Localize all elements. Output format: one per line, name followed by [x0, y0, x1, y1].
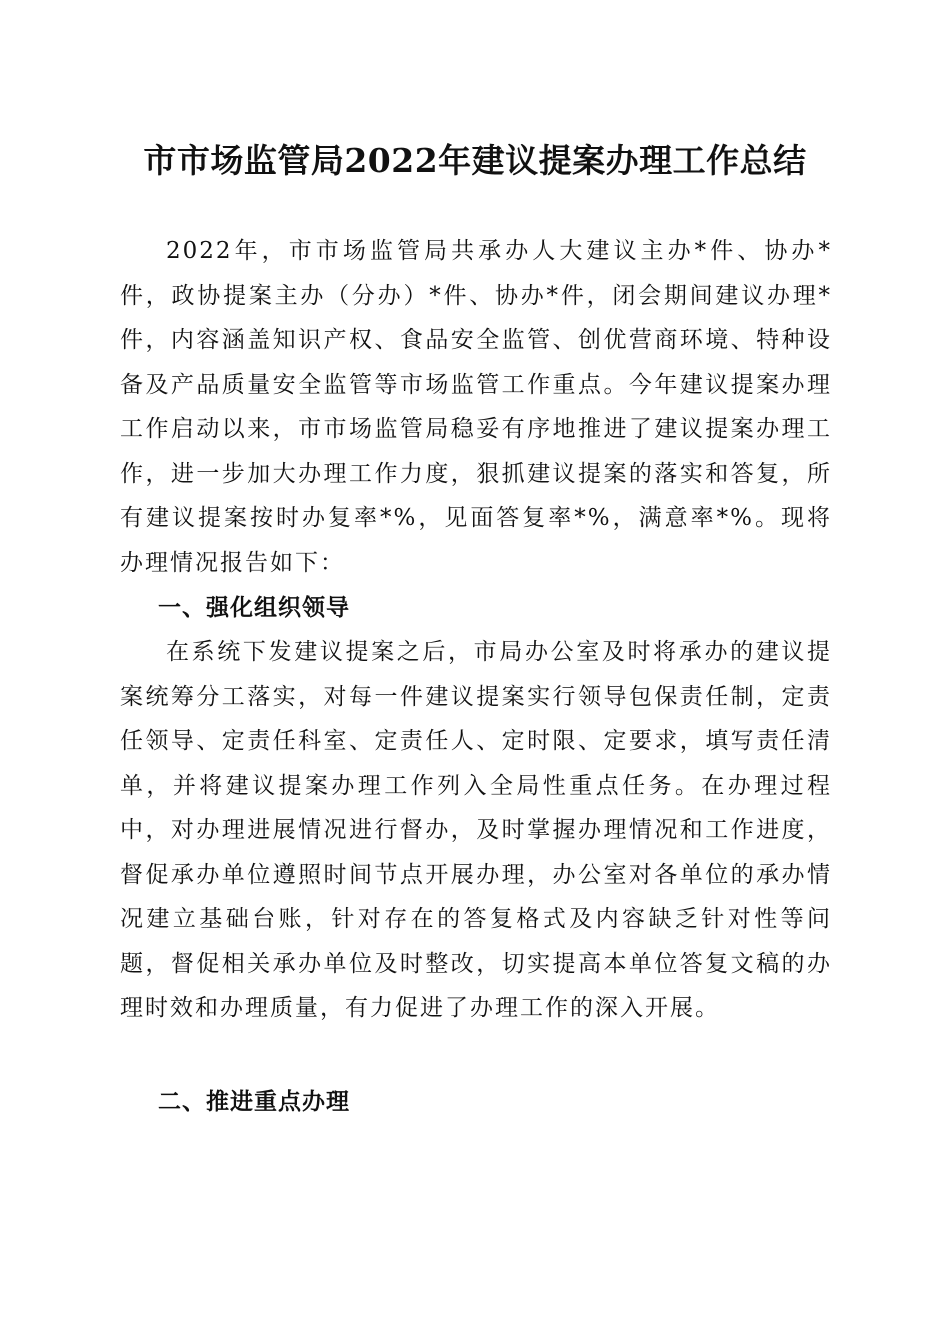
section-heading-2: 二、推进重点办理	[158, 1089, 350, 1115]
section-heading-1: 一、强化组织领导	[158, 595, 350, 621]
intro-paragraph: 2022年，市市场监管局共承办人大建议主办*件、协办*件，政协提案主办（分办）*件、协办*件，闭会期间建议办理*件，内容涵盖知识产权、食品安全监管、创优营商环境、特种设备及产品质量安全监管等市场监管工作重点。今年建议提案办理工作启动以来，市市场监管局稳妥有序地推进了建议提案办理工作，进一步加大办理工作力度，狠抓建议提案的落实和答复，所有建议提案按时办复率*%，见面答复率*%，满意率*%。现将办理情况报告如下：	[120, 238, 832, 576]
section-1-paragraph: 在系统下发建议提案之后，市局办公室及时将承办的建议提案统筹分工落实，对每一件建议提案实行领导包保责任制，定责任领导、定责任科室、定责任人、定时限、定要求，填写责任清单，并将建议提案办理工作列入全局性重点任务。在办理过程中，对办理进展情况进行督办，及时掌握办理情况和工作进度，督促承办单位遵照时间节点开展办理，办公室对各单位的承办情况建立基础台账，针对存在的答复格式及内容缺乏针对性等问题，督促相关承办单位及时整改，切实提高本单位答复文稿的办理时效和办理质量，有力促进了办理工作的深入开展。	[120, 639, 832, 1021]
document-title: 市市场监管局2022年建议提案办理工作总结	[143, 141, 807, 180]
